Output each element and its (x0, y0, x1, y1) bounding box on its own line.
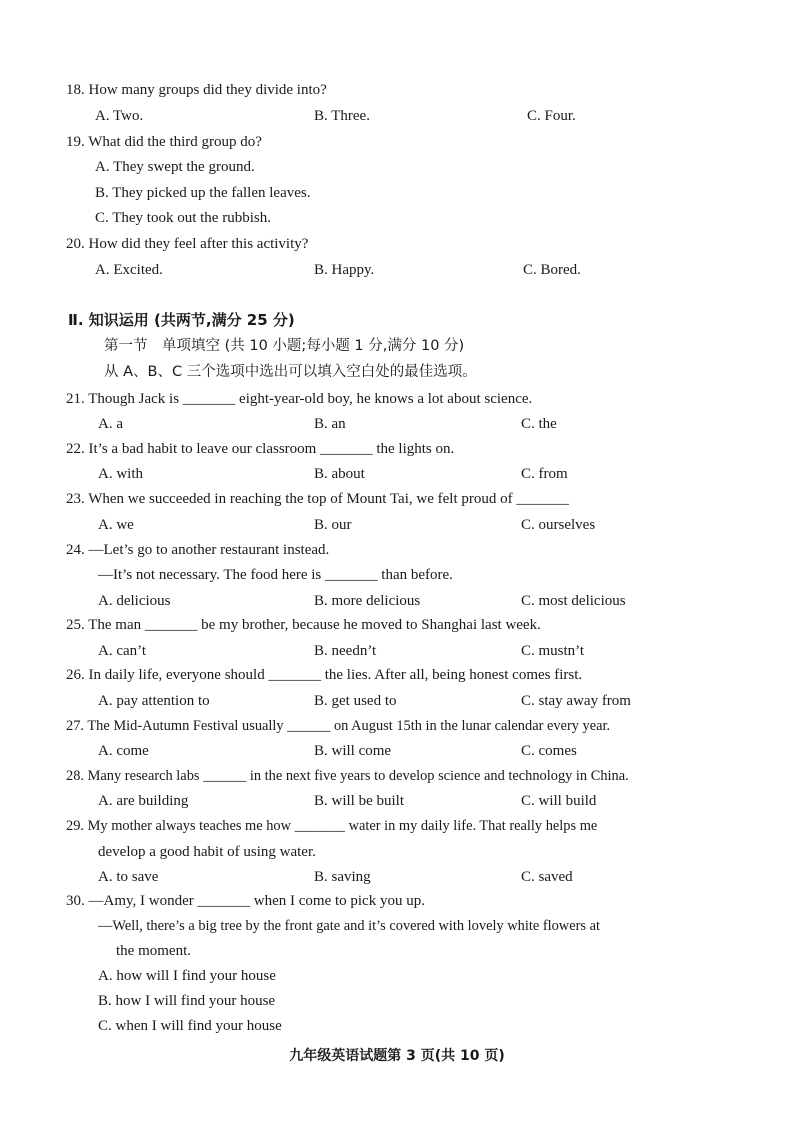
question-30-stem: 30. —Amy, I wonder _______ when I come to pick you up. (66, 893, 425, 909)
question-30-option-b: B. how I will find your house (98, 993, 276, 1009)
question-21-option-b: B. an (314, 416, 346, 432)
question-20-option-a: A. Excited. (95, 262, 163, 278)
question-21-option-c: C. the (521, 416, 557, 432)
question-28-option-a: A. are building (98, 793, 189, 809)
question-22-stem: 22. It’s a bad habit to leave our classroom _______ the lights on. (66, 441, 455, 457)
question-20-option-b: B. Happy. (314, 262, 375, 278)
question-25-option-a: A. can’t (98, 643, 147, 659)
question-18-option-a: A. Two. (95, 108, 144, 124)
question-29-stem-line-2: develop a good habit of using water. (98, 844, 316, 860)
question-24-option-c: C. most delicious (521, 593, 626, 609)
question-24-stem: 24. —Let’s go to another restaurant instead. (66, 542, 330, 558)
question-20-stem: 20. How did they feel after this activity? (66, 236, 309, 252)
section-1-instruction: 从 A、B、C 三个选项中选出可以填入空白处的最佳选项。 (104, 364, 477, 380)
question-24-stem-line-2: —It’s not necessary. The food here is _______ than before. (98, 567, 453, 583)
question-23-option-b: B. our (314, 517, 352, 533)
question-26-option-a: A. pay attention to (98, 693, 210, 709)
question-29-option-c: C. saved (521, 869, 573, 885)
question-27-option-b: B. will come (314, 743, 392, 759)
question-23-option-c: C. ourselves (521, 517, 596, 533)
question-21-stem: 21. Though Jack is _______ eight-year-old boy, he knows a lot about science. (66, 391, 533, 407)
question-30-option-c: C. when I will find your house (98, 1018, 282, 1034)
question-22-option-c: C. from (521, 466, 568, 482)
question-19-option-a: A. They swept the ground. (95, 159, 255, 175)
question-24-option-a: A. delicious (98, 593, 171, 609)
part-2-title: Ⅱ. 知识运用 (共两节,满分 25 分) (68, 311, 295, 329)
question-28-option-c: C. will build (521, 793, 597, 809)
question-22-option-b: B. about (314, 466, 365, 482)
question-19-option-b: B. They picked up the fallen leaves. (95, 185, 311, 201)
question-27-stem: 27. The Mid-Autumn Festival usually ______ on August 15th in the lunar calendar every year. (66, 718, 611, 734)
question-23-option-a: A. we (98, 517, 134, 533)
question-29-option-b: B. saving (314, 869, 371, 885)
page-footer: 九年级英语试题第 3 页(共 10 页) (289, 1048, 505, 1064)
question-21-option-a: A. a (98, 416, 123, 432)
section-1-title: 第一节 单项填空 (共 10 小题;每小题 1 分,满分 10 分) (104, 338, 465, 354)
question-25-stem: 25. The man _______ be my brother, because he moved to Shanghai last week. (66, 617, 541, 633)
question-22-option-a: A. with (98, 466, 143, 482)
question-28-option-b: B. will be built (314, 793, 404, 809)
question-26-option-b: B. get used to (314, 693, 397, 709)
question-30-stem-line-3: the moment. (116, 943, 191, 959)
question-30-option-a: A. how will I find your house (98, 968, 276, 984)
question-19-stem: 19. What did the third group do? (66, 134, 262, 150)
question-18-option-c: C. Four. (527, 108, 576, 124)
question-26-option-c: C. stay away from (521, 693, 631, 709)
question-25-option-c: C. mustn’t (521, 643, 585, 659)
question-18-option-b: B. Three. (314, 108, 370, 124)
question-20-option-c: C. Bored. (523, 262, 581, 278)
question-28-stem: 28. Many research labs ______ in the next five years to develop science and technology in China. (66, 768, 629, 784)
question-18-stem: 18. How many groups did they divide into? (66, 82, 327, 98)
question-19-option-c: C. They took out the rubbish. (95, 210, 271, 226)
question-30-stem-line-2: —Well, there’s a big tree by the front gate and it’s covered with lovely white flowers at (98, 918, 600, 934)
question-25-option-b: B. needn’t (314, 643, 377, 659)
question-27-option-a: A. come (98, 743, 149, 759)
question-26-stem: 26. In daily life, everyone should _______ the lies. After all, being honest comes first. (66, 667, 583, 683)
question-29-option-a: A. to save (98, 869, 159, 885)
question-27-option-c: C. comes (521, 743, 577, 759)
question-29-stem: 29. My mother always teaches me how _______ water in my daily life. That really helps me (66, 818, 598, 834)
question-23-stem: 23. When we succeeded in reaching the top of Mount Tai, we felt proud of _______ (66, 491, 569, 507)
question-24-option-b: B. more delicious (314, 593, 421, 609)
